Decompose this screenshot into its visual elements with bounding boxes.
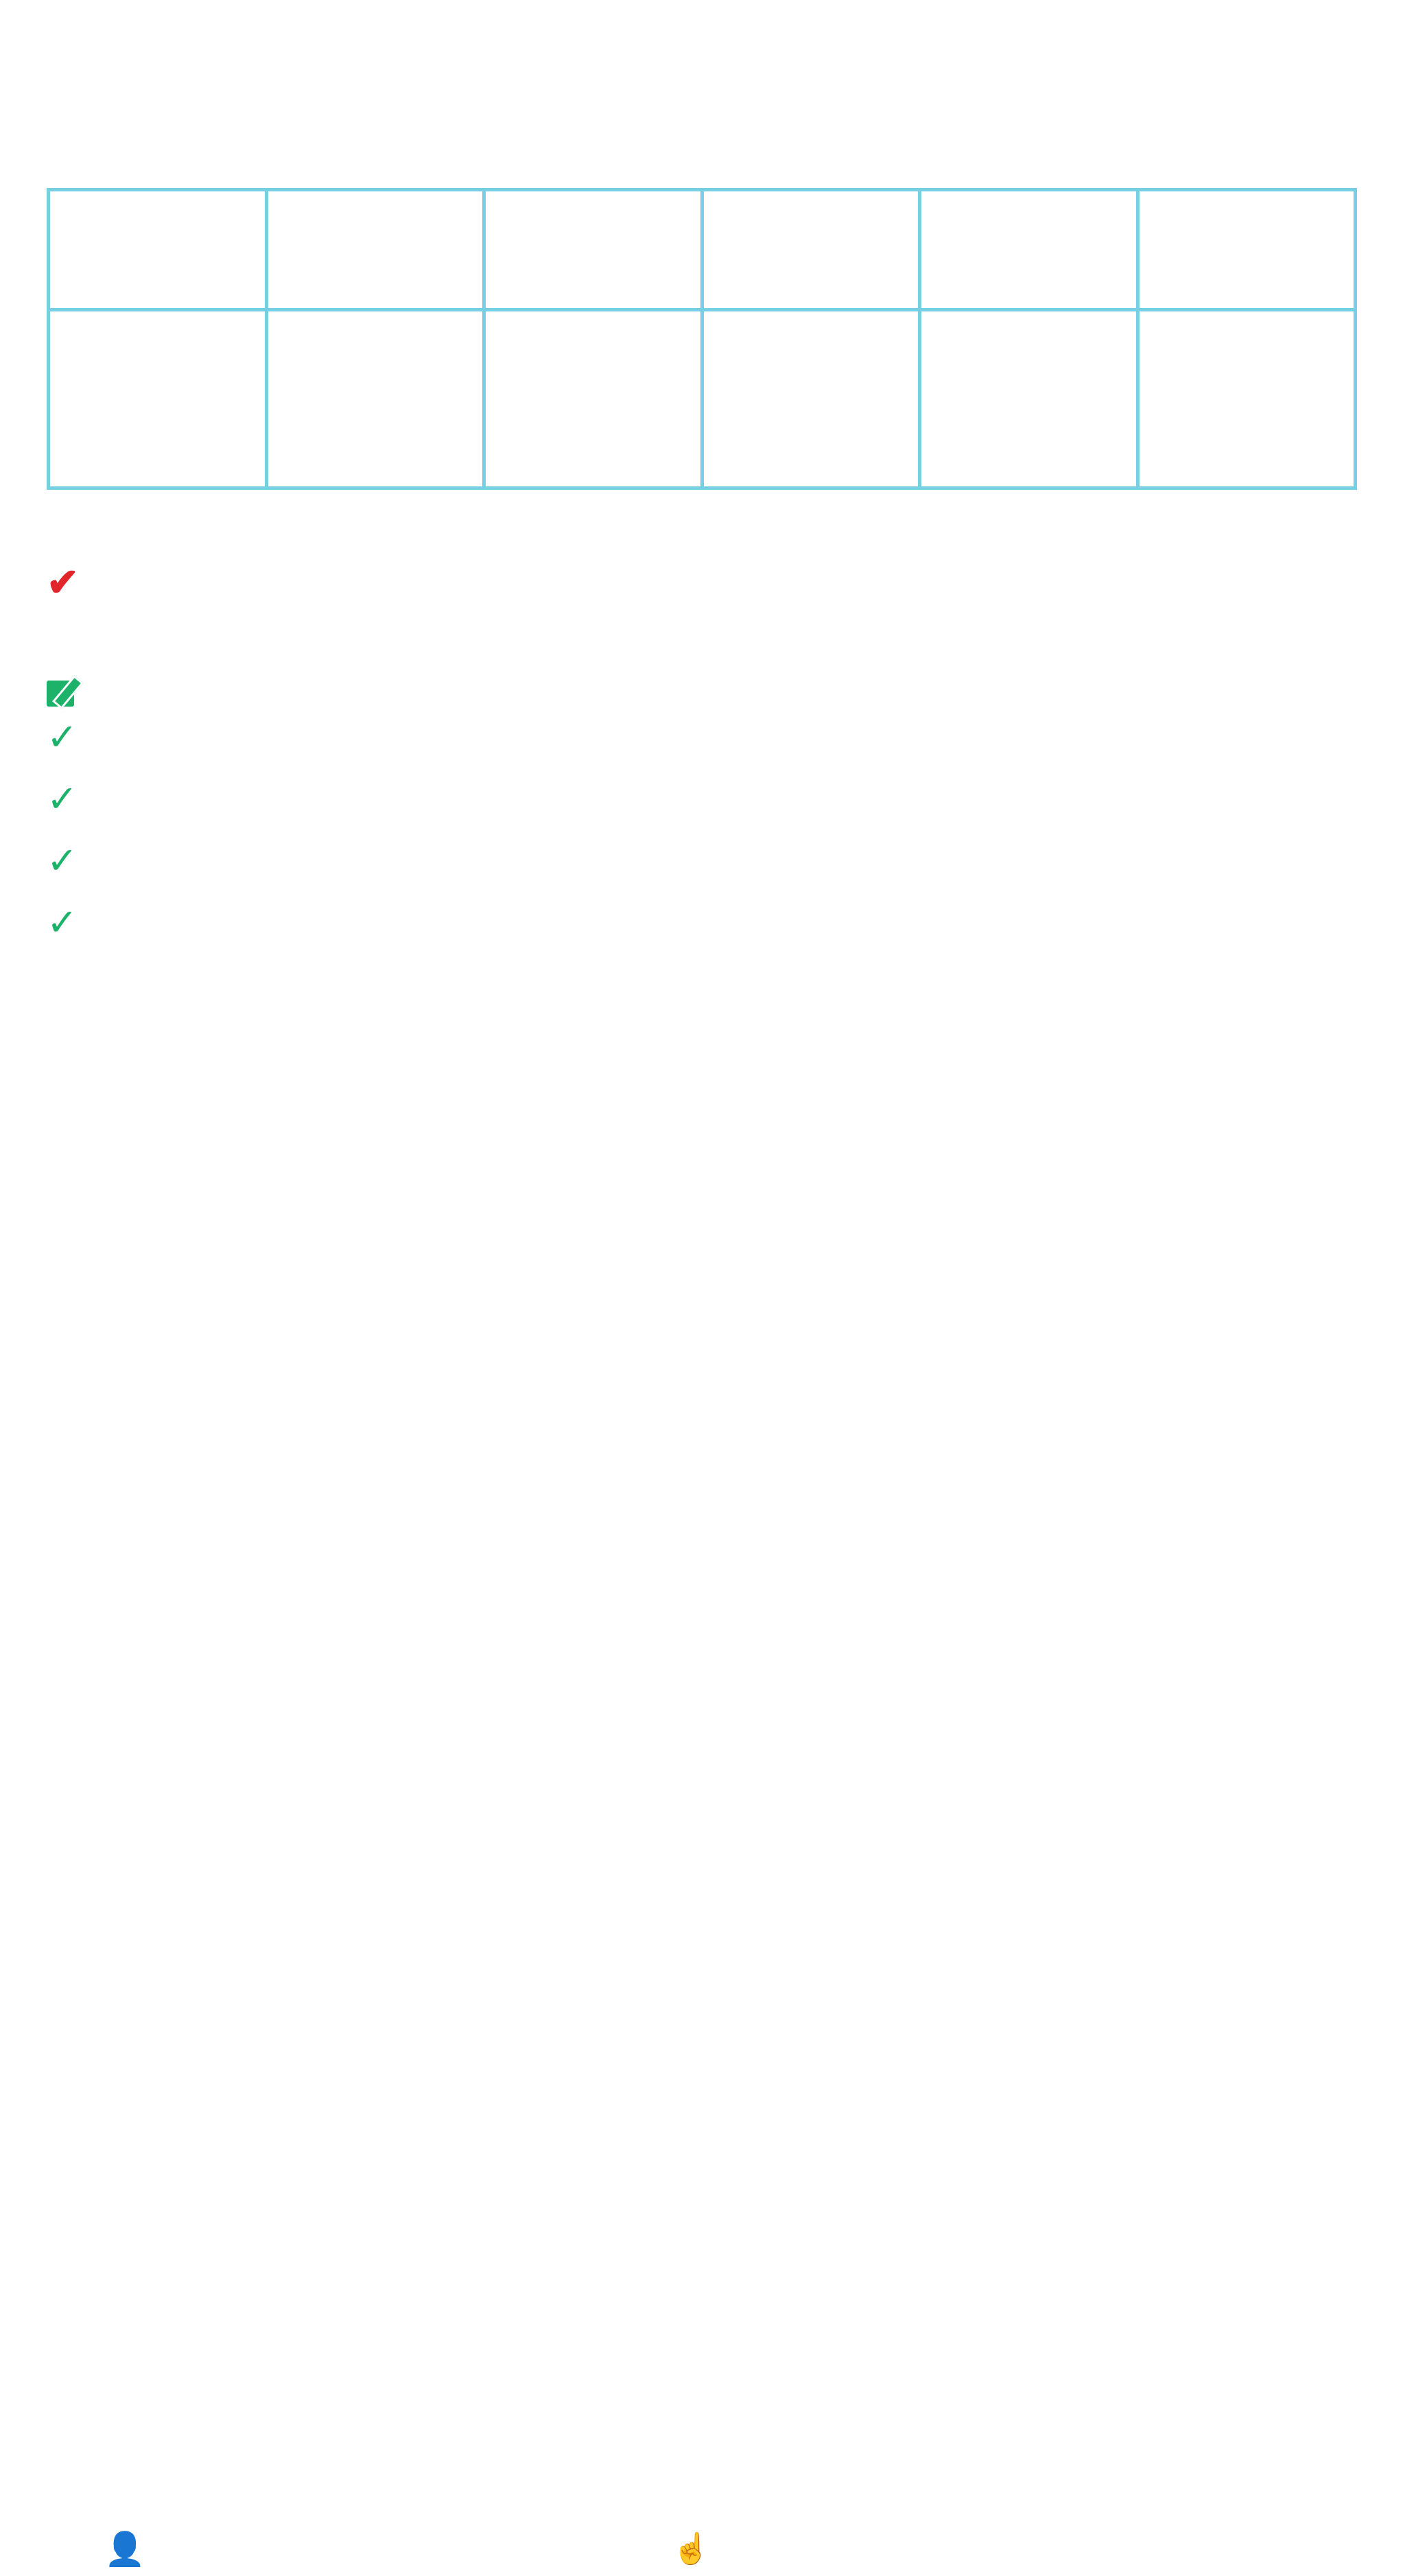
table-cell [49,190,267,310]
table-row [49,310,1356,488]
table-cell [1137,190,1356,310]
word-table [47,188,1357,490]
checkmark-icon: ✔ [47,560,79,605]
table-cell [49,310,267,488]
checkmark-icon: ✓ [47,839,78,882]
edit-note-icon [47,675,82,707]
table-cell [920,190,1138,310]
table-cell [484,190,702,310]
table-cell [702,190,920,310]
table-cell [920,310,1138,488]
table-cell [1137,310,1356,488]
explanation-heading [47,675,1364,707]
page-content [47,49,1364,954]
vocab-item [47,830,1364,892]
vocab-item [47,707,1364,768]
question-number [47,67,1364,170]
answer-heading [47,552,1364,613]
hand-pointer-icon: ☝ [672,2531,710,2566]
checkmark-icon: ✓ [47,901,78,944]
table-cell [702,310,920,488]
checkmark-icon: ✓ [47,777,78,820]
table-cell [266,190,484,310]
table-cell [484,310,702,488]
person-icon: 👤 [104,2529,145,2568]
checkmark-icon: ✓ [47,716,78,759]
page-footer [0,2525,1405,2573]
table-cell [266,310,484,488]
vocab-item [47,892,1364,954]
vocab-item [47,768,1364,830]
table-row [49,190,1356,310]
vocab-list [47,707,1364,954]
page-header [0,4,1405,45]
